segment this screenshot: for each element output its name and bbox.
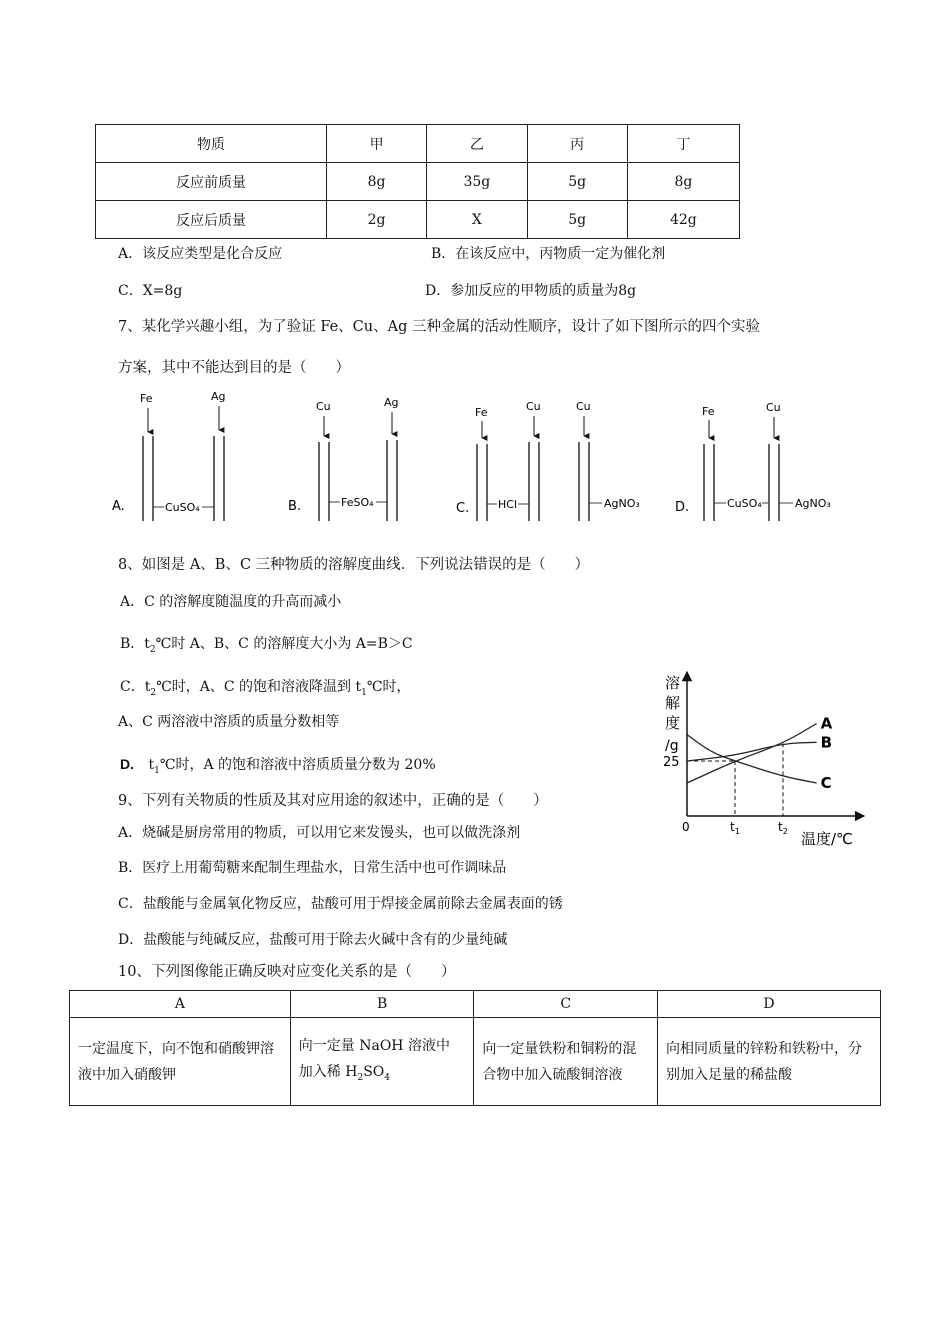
series-line-a (687, 724, 817, 783)
test-tube (579, 442, 589, 521)
test-tube (387, 440, 397, 521)
table-header-cell: 丙 (527, 125, 627, 163)
table-cell: 反应前质量 (96, 163, 327, 201)
x-axis-label: 温度/℃ (801, 830, 853, 848)
solution-label: HCl (498, 498, 518, 511)
q8-option-c: C．$t_2℃$时，A、C 的饱和溶液降温到 $t_1℃$时， (120, 679, 411, 698)
experiment-d (675, 401, 831, 521)
q10-cell-b: 向一定量 NaOH 溶液中 加入稀 $H_2SO_4$ (290, 1018, 474, 1106)
reaction-mass-table (95, 124, 740, 239)
solution-label: FeSO₄ (341, 496, 374, 509)
table-cell: 5g (527, 163, 627, 201)
table-cell: 8g (326, 163, 426, 201)
test-tube (529, 442, 539, 521)
table-header-cell: A (70, 991, 291, 1018)
q9-stem: 9、下列有关物质的性质及其对应用途的叙述中，正确的是（ ） (118, 793, 548, 809)
metal-label: Cu (526, 400, 541, 413)
table-header-cell: D (658, 991, 881, 1018)
x-tick-label-t2: $t_2$ (778, 820, 788, 836)
q8-option-a: A．C 的溶解度随温度的升高而减小 (120, 594, 342, 610)
test-tube (143, 436, 153, 521)
solubility-curve-chart (655, 668, 880, 850)
q8-stem: 8、如图是 A、B、C 三种物质的溶解度曲线．下列说法错误的是（ ） (118, 557, 590, 573)
q8-option-d: D. $t_1℃$时，A 的饱和溶液中溶质质量分数为 20% (120, 756, 436, 776)
table-cell: 2g (326, 201, 426, 239)
metal-label: Fe (140, 392, 153, 405)
metal-label: Fe (475, 406, 488, 419)
q6-option-d: D．参加反应的甲物质的质量为8g (425, 283, 637, 299)
table-cell: 8g (627, 163, 739, 201)
table-header-cell: 甲 (326, 125, 426, 163)
table-header-cell: 乙 (427, 125, 527, 163)
q10-cell-a: 一定温度下，向不饱和硝酸钾溶液中加入硝酸钾 (70, 1018, 291, 1106)
metal-label: Cu (576, 400, 591, 413)
experiment-letter: C. (456, 501, 470, 516)
experiment-a (112, 390, 226, 521)
table-row (70, 991, 881, 1018)
q8-option-b: B．$t_2℃$时 A、B、C 的溶解度大小为 A=B＞C (120, 636, 413, 655)
experiment-c (456, 400, 640, 521)
x-tick-label-t1: $t_1$ (730, 820, 740, 836)
table-header-cell: C (474, 991, 658, 1018)
q10-stem: 10、下列图像能正确反映对应变化关系的是（ ） (118, 964, 456, 980)
test-tube (214, 436, 224, 521)
experiment-letter: D. (675, 500, 690, 515)
y-axis-label-char: 溶 (665, 674, 681, 692)
experiment-letter: B. (288, 499, 302, 514)
table-cell: 反应后质量 (96, 201, 327, 239)
series-line-b (687, 742, 817, 761)
table-header-cell: 丁 (627, 125, 739, 163)
q9-option-b: B．医疗上用葡萄糖来配制生理盐水，日常生活中也可作调味品 (118, 860, 507, 876)
solution-label: AgNO₃ (795, 497, 831, 510)
q10-cell-d: 向相同质量的锌粉和铁粉中，分别加入足量的稀盐酸 (658, 1018, 881, 1106)
q6-option-b: B．在该反应中，丙物质一定为催化剂 (431, 246, 666, 262)
metal-label: Fe (702, 405, 715, 418)
q10-cell-c: 向一定量铁粉和铜粉的混合物中加入硫酸铜溶液 (474, 1018, 658, 1106)
test-tube-experiments-figure (110, 386, 850, 521)
q7-stem-line2: 方案，其中不能达到目的是（ ） (118, 360, 350, 376)
y-axis-label-char: /g (665, 738, 679, 754)
metal-label: Cu (766, 401, 781, 414)
y-axis-label-char: 解 (665, 694, 681, 712)
series-label-a: A (820, 714, 833, 733)
q9-option-a: A．烧碱是厨房常用的物质，可以用它来发馒头，也可以做洗涤剂 (118, 825, 521, 841)
table-cell: 35g (427, 163, 527, 201)
series-label-b: B (820, 733, 833, 752)
origin-label: 0 (682, 820, 690, 834)
solution-label: CuSO₄ (165, 501, 200, 514)
table-cell: X (427, 201, 527, 239)
test-tube (769, 444, 779, 521)
table-row (96, 163, 740, 201)
q6-option-a: A．该反应类型是化合反应 (118, 246, 283, 262)
test-tube (477, 444, 487, 521)
metal-label: Ag (211, 390, 226, 403)
metal-label: Cu (316, 400, 331, 413)
table-header-cell: B (290, 991, 474, 1018)
table-row (70, 1018, 881, 1106)
test-tube (319, 442, 329, 521)
y-tick-label: 25 (663, 755, 680, 770)
q8-option-c-line2: A、C 两溶液中溶质的质量分数相等 (118, 714, 340, 730)
q9-option-d: D．盐酸能与纯碱反应，盐酸可用于除去火碱中含有的少量纯碱 (118, 932, 508, 948)
test-tube (704, 444, 714, 521)
solution-label: CuSO₄ (727, 497, 762, 510)
y-axis-label-char: 度 (665, 714, 681, 732)
q7-stem-line1: 7、某化学兴趣小组，为了验证 Fe、Cu、Ag 三种金属的活动性顺序，设计了如下图所示的四个实验 (118, 319, 760, 335)
table-header-cell: 物质 (96, 125, 327, 163)
table-cell: 42g (627, 201, 739, 239)
series-label-c: C (820, 774, 832, 792)
table-row (96, 201, 740, 239)
solution-label: AgNO₃ (604, 497, 640, 510)
q9-option-c: C．盐酸能与金属氧化物反应，盐酸可用于焊接金属前除去金属表面的锈 (118, 896, 563, 912)
experiment-letter: A. (112, 499, 125, 514)
q6-option-c: C．X=8g (118, 283, 183, 299)
metal-label: Ag (384, 396, 399, 409)
q10-options-table (69, 990, 881, 1106)
experiment-b (288, 396, 399, 521)
table-cell: 5g (527, 201, 627, 239)
